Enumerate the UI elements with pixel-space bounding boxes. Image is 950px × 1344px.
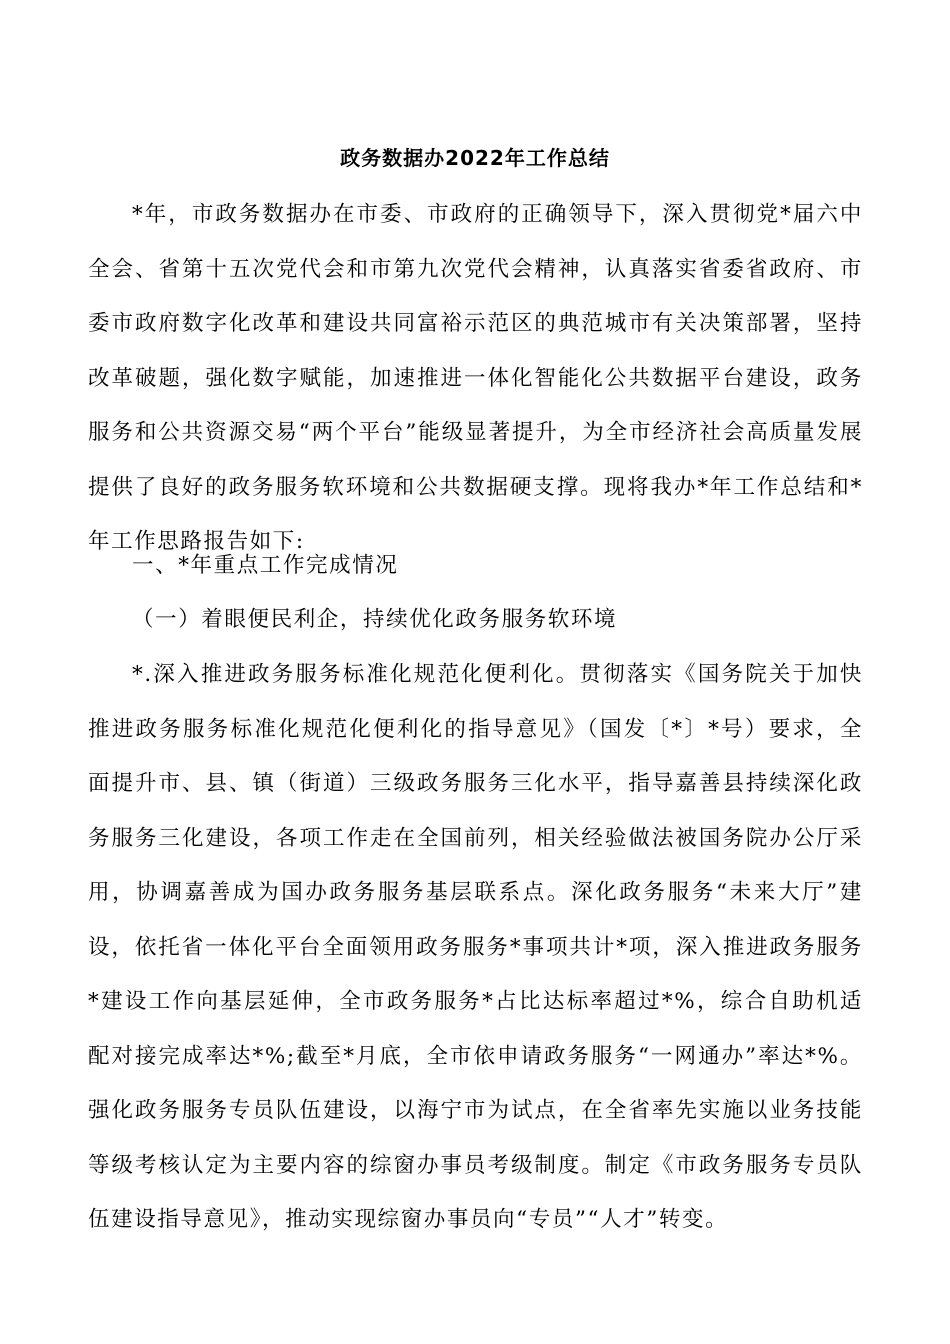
section-heading: 一、*年重点工作完成情况 — [132, 553, 399, 578]
body-paragraph: *.深入推进政务服务标准化规范化便利化。贯彻落实《国务院关于加快推进政务服务标准化规范化便利化的指导意见》（国发〔*〕*号）要求，全面提升市、县、镇（街道）三级政务服务三化水平，指导嘉善县持续深化政务服务三化建设，各项工作走在全国前列，相关经验做法被国务院办公厅采用，协调嘉善成为国办政务服务基层联系点。深化政务服务“未来大厅”建设，依托省一体化平台全面领用政务服务*事项共计*项，深入推进政务服务*建设工作向基层延伸，全市政务服务*占比达标率超过*%，综合自助机适配对接完成率达*%;截至*月底，全市依申请政务服务“一网通办”率达*%。强化政务服务专员队伍建设，以海宁市为试点，在全省率先实施以业务技能等级考核认定为主要内容的综窗办事员考级制度。制定《市政务服务专员队伍建设指导意见》，推动实现综窗办事员向“专员”“人才”转变。 — [88, 662, 863, 1232]
document-title: 政务数据办2022年工作总结 — [340, 146, 610, 170]
subsection-heading: （一）着眼便民利企，持续优化政务服务软环境 — [132, 607, 618, 632]
intro-paragraph: *年，市政务数据办在市委、市政府的正确领导下，深入贯彻党*届六中全会、省第十五次党代会和市第九次党代会精神，认真落实省委省政府、市委市政府数字化改革和建设共同富裕示范区的典范城市有关决策部署，坚持改革破题，强化数字赋能，加速推进一体化智能化公共数据平台建设，政务服务和公共资源交易“两个平台”能级显著提升，为全市经济社会高质量发展提供了良好的政务服务软环境和公共数据硬支撑。现将我办*年工作总结和*年工作思路报告如下: — [88, 202, 863, 554]
